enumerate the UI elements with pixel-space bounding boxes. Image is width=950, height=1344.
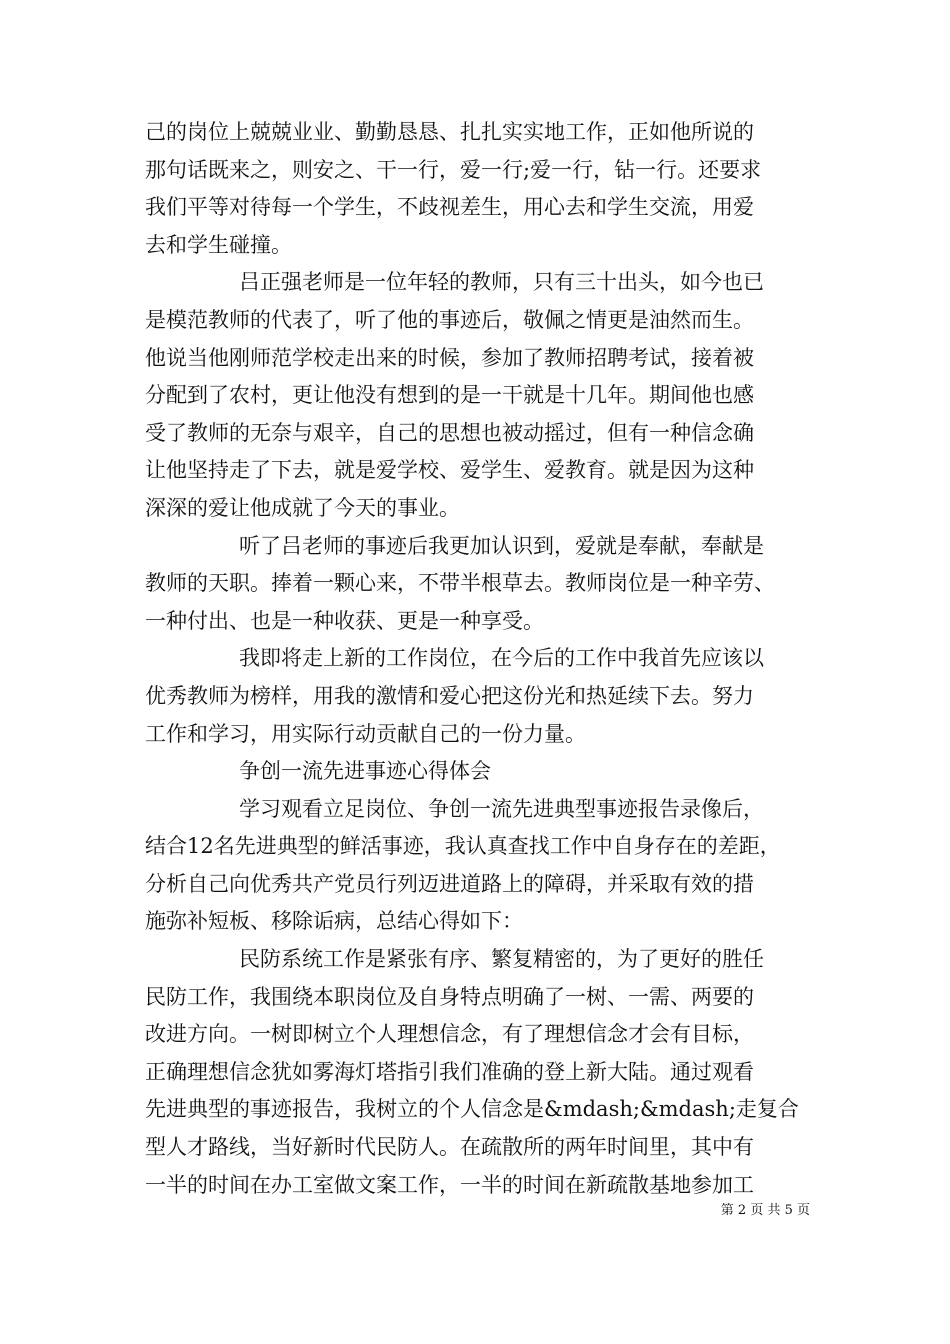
text-line: 去和学生碰撞。 bbox=[145, 232, 292, 257]
text-line: 深深的爱让他成就了今天的事业。 bbox=[145, 495, 460, 520]
text-line: 优秀教师为榜样，用我的激情和爱心把这份光和热延续下去。努力 bbox=[145, 683, 754, 708]
text-line: 型人才路线，当好新时代民防人。在疏散所的两年时间里，其中有 bbox=[145, 1135, 754, 1160]
page-number-footer: 第 2 页 共 5 页 bbox=[720, 1203, 810, 1218]
text-line: 施弥补短板、移除诟病，总结心得如下： bbox=[145, 909, 523, 934]
text-line: 改进方向。一树即树立个人理想信念，有了理想信念才会有目标， bbox=[145, 1022, 754, 1047]
paragraph-first-line: 争创一流先进事迹心得体会 bbox=[239, 759, 491, 784]
paragraph-first-line: 学习观看立足岗位、争创一流先进典型事迹报告录像后， bbox=[239, 796, 764, 821]
paragraph-first-line: 我即将走上新的工作岗位，在今后的工作中我首先应该以 bbox=[239, 646, 764, 671]
text-line: 那句话既来之，则安之、干一行，爱一行;爱一行，钻一行。还要求 bbox=[145, 157, 762, 182]
text-line: 是模范教师的代表了，听了他的事迹后，敬佩之情更是油然而生。 bbox=[145, 307, 754, 332]
text-line: 分析自己向优秀共产党员行列迈进道路上的障碍，并采取有效的措 bbox=[145, 871, 754, 896]
text-line: 一种付出、也是一种收获、更是一种享受。 bbox=[145, 608, 544, 633]
paragraph-first-line: 民防系统工作是紧张有序、繁复精密的，为了更好的胜任 bbox=[239, 947, 764, 972]
text-line: 他说当他刚师范学校走出来的时候，参加了教师招聘考试，接着被 bbox=[145, 345, 754, 370]
document-body bbox=[145, 114, 810, 1204]
text-line: 教师的天职。捧着一颗心来，不带半根草去。教师岗位是一种辛劳、 bbox=[145, 571, 775, 596]
text-line: 工作和学习，用实际行动贡献自己的一份力量。 bbox=[145, 721, 586, 746]
text-line: 民防工作，我围绕本职岗位及自身特点明确了一树、一需、两要的 bbox=[145, 984, 754, 1009]
paragraph-first-line: 吕正强老师是一位年轻的教师，只有三十出头，如今也已 bbox=[239, 270, 764, 295]
text-line: 我们平等对待每一个学生，不歧视差生，用心去和学生交流，用爱 bbox=[145, 195, 754, 220]
text-line: 结合12名先进典型的鲜活事迹，我认真查找工作中自身存在的差距， bbox=[145, 834, 781, 859]
text-line: 受了教师的无奈与艰辛，自己的思想也被动摇过，但有一种信念确 bbox=[145, 420, 754, 445]
text-line: 先进典型的事迹报告，我树立的个人信念是&mdash;&mdash;走复合 bbox=[145, 1097, 799, 1122]
text-line: 一半的时间在办工室做文案工作，一半的时间在新疏散基地参加工 bbox=[145, 1172, 754, 1197]
text-line: 正确理想信念犹如雾海灯塔指引我们准确的登上新大陆。通过观看 bbox=[145, 1059, 754, 1084]
text-line: 己的岗位上兢兢业业、勤勤恳恳、扎扎实实地工作，正如他所说的 bbox=[145, 120, 754, 144]
text-line: 让他坚持走了下去，就是爱学校、爱学生、爱教育。就是因为这种 bbox=[145, 458, 754, 483]
paragraph-first-line: 听了吕老师的事迹后我更加认识到，爱就是奉献，奉献是 bbox=[239, 533, 764, 558]
text-line: 分配到了农村，更让他没有想到的是一干就是十几年。期间他也感 bbox=[145, 383, 754, 408]
